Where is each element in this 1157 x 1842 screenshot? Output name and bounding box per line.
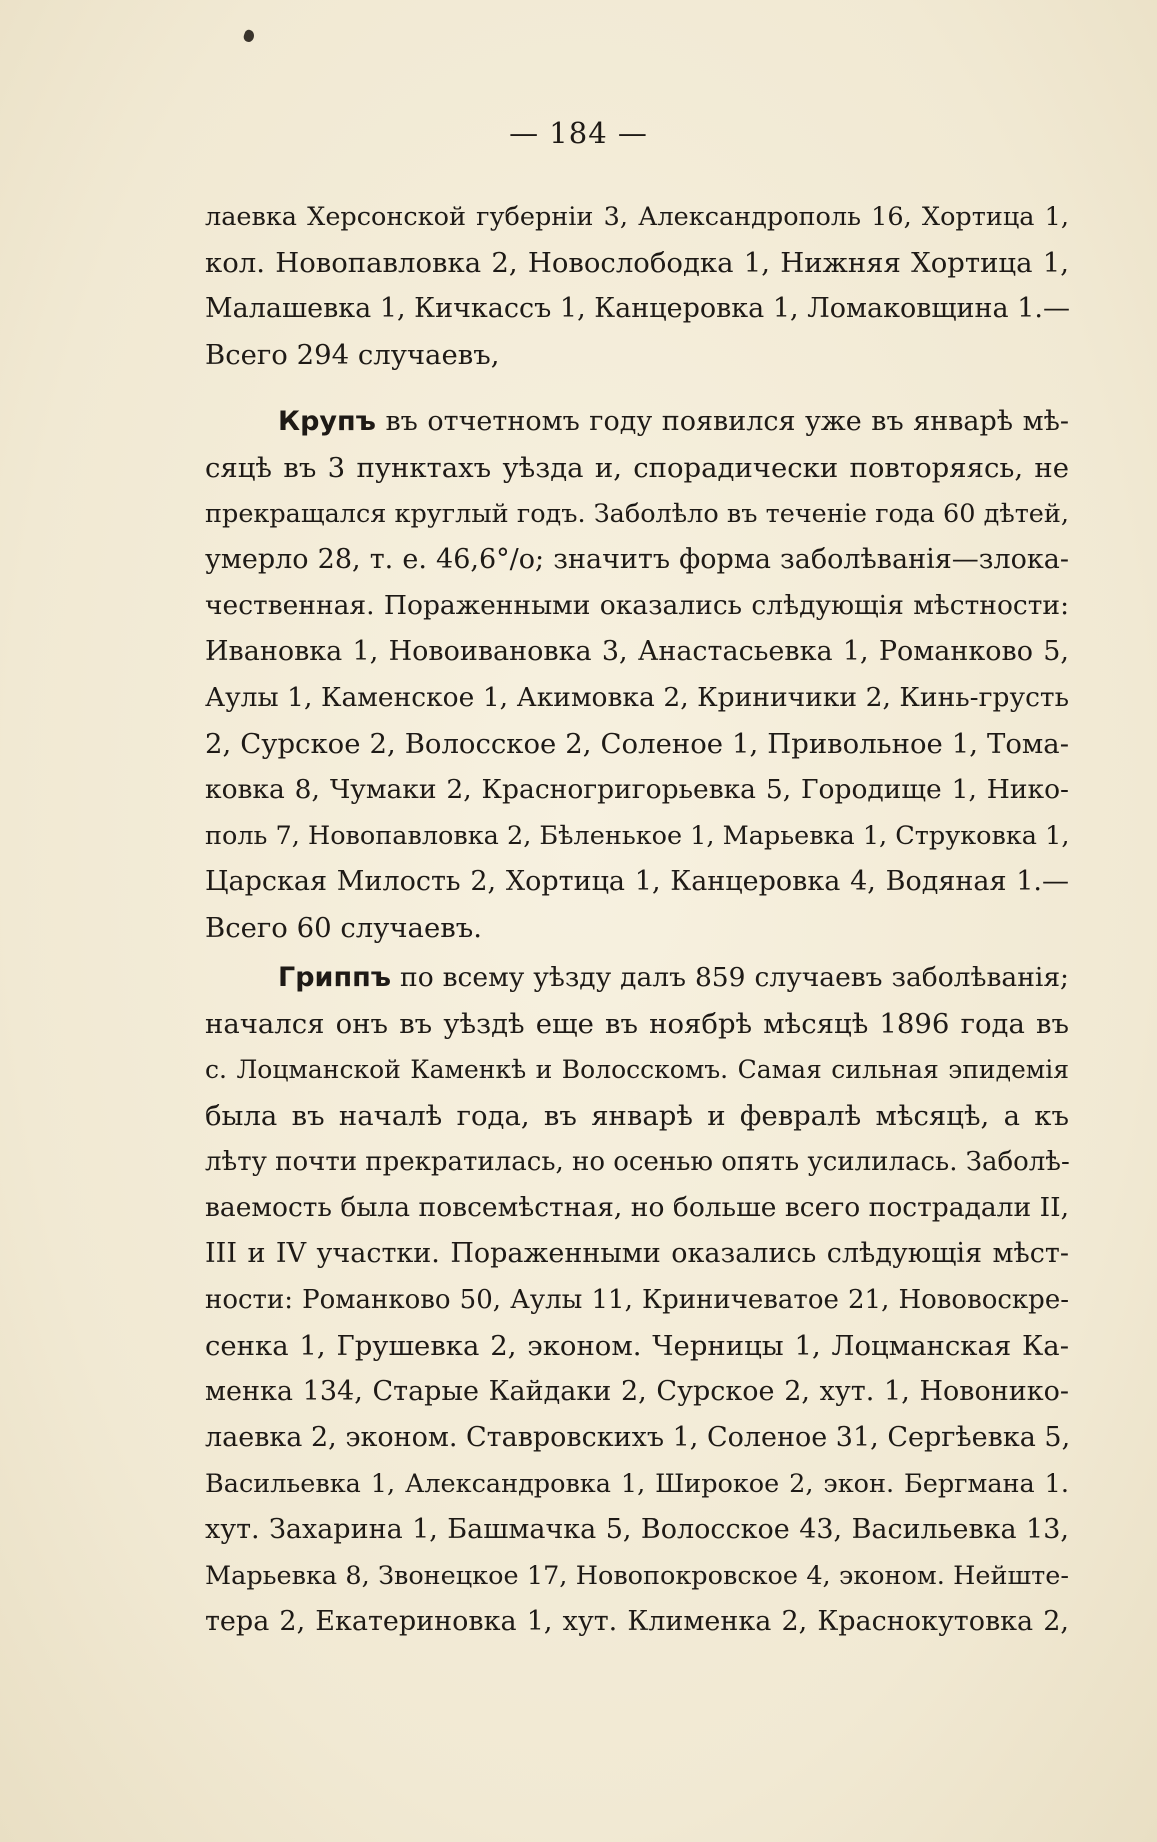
text-line: хут. Захарина 1, Башмачка 5, Волосское 43, Васильевка 13, — [205, 1514, 1069, 1545]
ink-speck — [242, 29, 256, 44]
text-line — [205, 399, 1069, 445]
text-line: Царская Милость 2, Хортица 1, Канцеровка 4, Водяная 1.— — [205, 866, 1069, 897]
text-fragment: по всему уѣзду далъ 859 случаевъ заболѣванія; — [400, 962, 1069, 993]
text-line: сенка 1, Грушевка 2, эконом. Черницы 1, Лоцманская Ка- — [205, 1330, 1069, 1362]
text-line: ковка 8, Чумаки 2, Красногригорьевка 5, Городище 1, Нико- — [205, 774, 1069, 805]
paragraph-influenza — [205, 955, 1069, 1645]
text-line: тера 2, Екатериновка 1, хут. Клименка 2, Краснокутовка 2, — [205, 1606, 1069, 1637]
section-heading-croup: Крупъ — [278, 406, 376, 437]
text-line: III и IV участки. Пораженными оказались слѣдующія мѣст- — [205, 1238, 1069, 1269]
text-line: менка 134, Старые Кайдаки 2, Сурское 2, хут. 1, Новонико- — [205, 1376, 1069, 1407]
section-heading-influenza: Гриппъ — [278, 962, 392, 993]
text-line: Аулы 1, Каменское 1, Акимовка 2, Криничики 2, Кинь-грусть — [205, 682, 1069, 713]
text-line: лаевка Херсонской губерніи 3, Александрополь 16, Хортица 1, — [205, 202, 1069, 232]
text-line: начался онъ въ уѣздѣ еще въ ноябрѣ мѣсяцѣ 1896 года въ — [205, 1008, 1069, 1040]
text-line: Малашевка 1, Кичкассъ 1, Канцеровка 1, Ломаковщина 1.— — [205, 293, 1070, 324]
text-line: 2, Сурское 2, Волосское 2, Соленое 1, Привольное 1, Тома- — [205, 728, 1069, 760]
text-line: была въ началѣ года, въ январѣ и февралѣ мѣсяцѣ, а къ — [205, 1100, 1069, 1132]
text-line: кол. Новопавловка 2, Новослободка 1, Нижняя Хортица 1, — [205, 247, 1069, 279]
text-line: Всего 294 случаевъ, — [205, 339, 500, 371]
text-line: Васильевка 1, Александровка 1, Широкое 2, экон. Бергмана 1. — [205, 1469, 1069, 1499]
paragraph-continuation — [205, 194, 1069, 378]
text-line: чественная. Пораженными оказались слѣдующія мѣстности: — [205, 590, 1069, 621]
text-line: лаевка 2, эконом. Ставровскихъ 1, Соленое 31, Сергѣевка 5, — [205, 1422, 1071, 1453]
text-line: Всего 60 случаевъ. — [205, 912, 482, 944]
text-line: умерло 28, т. е. 46,6°/о; значитъ форма заболѣванія—злока- — [205, 544, 1069, 575]
text-line: прекращался круглый годъ. Заболѣло въ теченіе года 60 дѣтей, — [205, 499, 1069, 529]
text-line: Ивановка 1, Новоивановка 3, Анастасьевка 1, Романково 5, — [205, 636, 1069, 667]
text-line: лѣту почти прекратилась, но осенью опять усилилась. Заболѣ- — [205, 1147, 1070, 1177]
page-number: — 184 — — [509, 116, 648, 150]
text-line: Марьевка 8, Звонецкое 17, Новопокровское 4, эконом. Нейште- — [205, 1561, 1069, 1591]
text-fragment: въ отчетномъ году появился уже въ январѣ мѣ- — [385, 406, 1069, 437]
text-line: поль 7, Новопавловка 2, Бѣленькое 1, Марьевка 1, Струковка 1, — [205, 821, 1070, 851]
paragraph-croup — [205, 399, 1069, 951]
text-line: сяцѣ въ 3 пунктахъ уѣзда и, спорадически повторяясь, не — [205, 452, 1069, 484]
text-line: ваемость была повсемѣстная, но больше всего пострадали II, — [205, 1192, 1069, 1223]
text-line: с. Лоцманской Каменкѣ и Волосскомъ. Самая сильная эпидемія — [205, 1055, 1069, 1084]
text-line: ности: Романково 50, Аулы 11, Криничеватое 21, Нововоскре- — [205, 1285, 1069, 1315]
text-line — [205, 955, 1069, 1001]
